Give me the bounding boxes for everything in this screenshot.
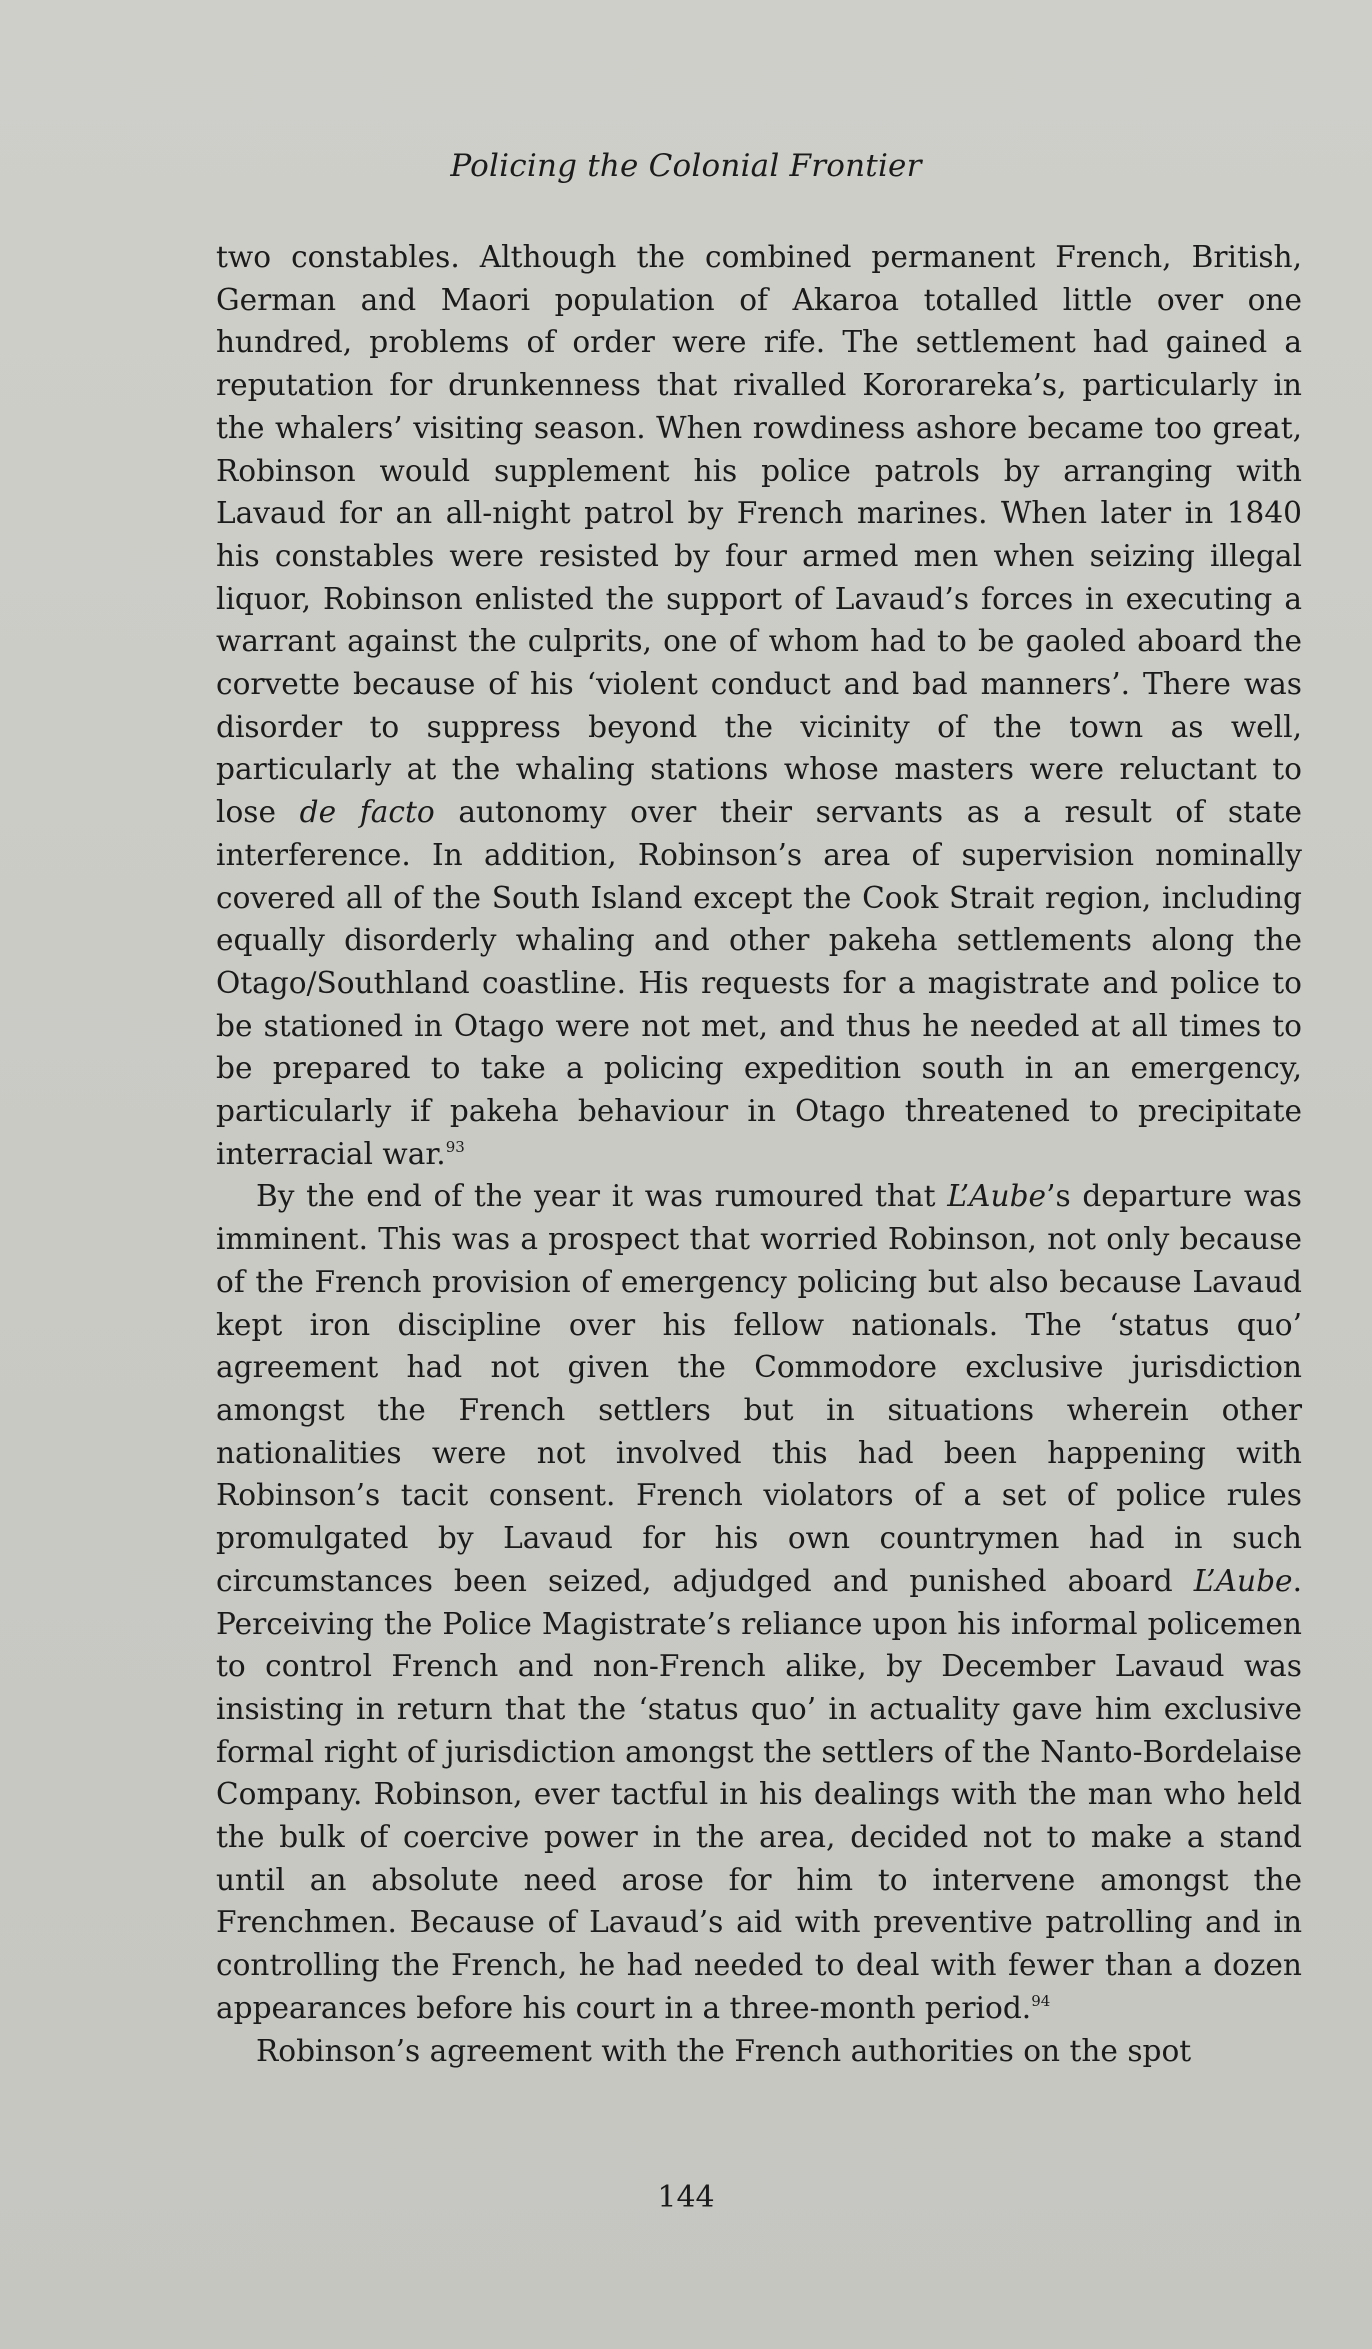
paragraph-1 [216,236,1302,1175]
italic-ship-name: L’Aube [947,1179,1047,1214]
running-head: Policing the Colonial Frontier [450,148,922,184]
page-number: 144 [657,2180,715,2215]
italic-ship-name: L’Aube [1193,1563,1293,1598]
text-run: autonomy over their servants as a result of state interference. In addition, Robinson’s area of supervision nominally covered all of the South Island except the Cook Strait region, including equally disorderly whaling and other pakeha settlements along the Otago/Southland coastline. His requests for a magistrate and police to be stationed in Otago were not met, and thus he needed at all times to be prepared to take a policing expedition south in an emergency, particularly if pakeha behaviour in Otago threatened to precipitate interracial war. [216,795,1303,1171]
text-run: two constables. Although the combined permanent French, British, German and Maori population of Akaroa totalled little over one hundred, problems of order were rife. The settlement had gained a reputation for drunkenness that rivalled Kororareka’s, particularly in the whalers’ visiting season. When rowdiness ashore became too great, Robinson would supplement his police patrols by arranging with Lavaud for an all-night patrol by French marines. When later in 1840 his constables were resisted by four armed men when seizing illegal liquor, Robinson enlisted the support of Lavaud’s forces in executing a warrant against the culprits, one of whom had to be gaoled aboard the corvette because of his ‘violent conduct and bad manners’. There was disorder to suppress beyond the vicinity of the town as well, particularly at the whaling stations whose masters were reluctant to lose [216,240,1302,830]
text-run: . Perceiving the Police Magistrate’s reliance upon his informal policemen to control French and non-French alike, by December Lavaud was insisting in return that the ‘status quo’ in actuality gave him exclusive formal right of jurisdiction amongst the settlers of the Nanto-Bordelaise Company. Robinson, ever tactful in his dealings with the man who held the bulk of coercive power in the area, decided not to make a stand until an absolute need arose for him to intervene amongst the Frenchmen. Because of Lavaud’s aid with preventive patrolling and in controlling the French, he had needed to deal with fewer than a dozen appearances before his court in a three-month period. [216,1563,1302,2025]
text-run: By the end of the year it was rumoured that [256,1179,948,1214]
text-run: ’s departure was imminent. This was a prospect that worried Robinson, not only because of the French provision of emergency policing but also because Lavaud kept iron discipline over his fellow nationals. The ‘status quo’ agreement had not given the Commodore exclusive jurisdiction amongst the French settlers but in situations wherein other nationalities were not involved this had been happening with Robinson’s tacit consent. French violators of a set of police rules promulgated by Lavaud for his own countrymen had in such circumstances been seized, adjudged and punished aboard [216,1179,1302,1598]
paragraph-3 [216,2030,1302,2073]
text-run: Robinson’s agreement with the French authorities on the spot [256,2033,1192,2068]
body-text [216,236,1302,2072]
italic-term-de-facto: de facto [299,795,435,830]
footnote-ref-94: 94 [1031,1991,1051,2010]
footnote-ref-93: 93 [445,1137,465,1156]
paragraph-2 [216,1175,1302,2029]
